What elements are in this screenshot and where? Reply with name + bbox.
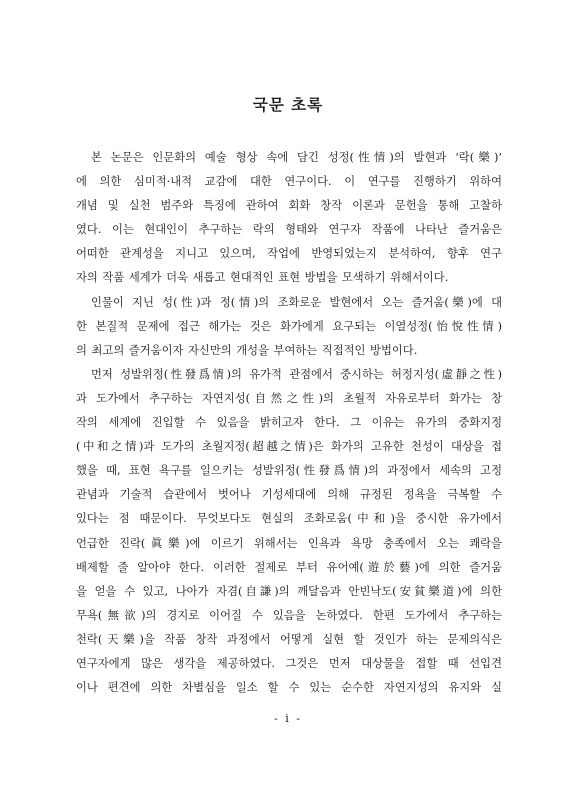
text-line: 의 최고의 즐거움이자 자신만의 개성을 부여하는 직접적인 방법이다. xyxy=(76,343,418,357)
text-line: 배제할 줄 알아야 한다. 이러한 절제로 부터 유어예(遊於藝)에 의한 즐거움 xyxy=(76,560,502,574)
text-line: 을 얻을 수 있고, 나아가 자겸(自謙)의 깨달음과 안빈낙도(安貧樂道)에 의한 xyxy=(76,584,502,598)
text-line: 작의 세계에 진입할 수 있음을 밝히고자 한다. 그 이유는 유가의 중화지정 xyxy=(76,416,502,430)
text-line: 과 도가에서 추구하는 자연지성(自然之性)의 초월적 자유로부터 화가는 창 xyxy=(76,391,502,405)
page-title: 국문 초록 xyxy=(252,96,324,114)
text-line: 천락(天樂)을 작품 창작 과정에서 어떻게 실현 할 것인가 하는 문제의식은 xyxy=(76,632,502,646)
text-line: 관념과 기술적 습관에서 벗어나 기성세대에 의해 규정된 정욕을 극복할 수 xyxy=(76,488,502,502)
abstract-body xyxy=(76,146,502,700)
text-line: 연구자에게 많은 생각을 제공하였다. 그것은 먼저 대상물을 접할 때 선입견 xyxy=(76,656,502,670)
text-line: 했을 때, 표현 욕구를 일으키는 성발위정(性發爲情)의 과정에서 세속의 고정 xyxy=(76,464,502,478)
text-line: (中和之情)과 도가의 초월지정(超越之情)은 화가의 고유한 천성이 대상을 접 xyxy=(76,440,502,454)
text-line: 무욕(無欲)의 경지로 이어질 수 있음을 논하였다. 한편 도가에서 추구하는 xyxy=(76,608,502,622)
text-line: 본 논문은 인문화의 예술 형상 속에 담긴 성정(性情)의 발현과 ‘락(樂)’ xyxy=(91,151,502,164)
text-line: 자의 작품 세계가 더욱 새롭고 현대적인 표현 방법을 모색하기 위해서이다. xyxy=(76,271,449,285)
text-line: 한 본질적 문제에 접근 해가는 것은 화가에게 요구되는 이열성정(怡悅性情) xyxy=(76,319,502,333)
text-line: 인물이 지닌 성(性)과 정(情)의 조화로운 발현에서 오는 즐거움(樂)에 대 xyxy=(91,295,502,309)
text-line: 에 의한 심미적·내적 교감에 대한 연구이다. 이 연구를 진행하기 위하여 xyxy=(76,175,502,189)
text-line: 언급한 진락(眞樂)에 이르기 위해서는 인욕과 욕망 충족에서 오는 쾌락을 xyxy=(76,536,502,550)
text-line: 개념 및 실천 범주와 특징에 관하여 회화 창작 이론과 문헌을 통해 고찰하 xyxy=(76,199,502,213)
text-line: 어떠한 관계성을 지니고 있으며, 작업에 반영되었는지 분석하여, 향후 연구 xyxy=(76,247,502,261)
page-number: - i - xyxy=(274,712,302,725)
text-line: 먼저 성발위정(性發爲情)의 유가적 관점에서 중시하는 허정지성(虛靜之性) xyxy=(91,367,502,381)
text-line: 이나 편견에 의한 차별심을 일소 할 수 있는 순수한 자연지성의 유지와 실 xyxy=(76,681,502,695)
text-line: 였다. 이는 현대인이 추구하는 락의 형태와 연구자 작품에 나타난 즐거움은 xyxy=(76,223,502,237)
text-line: 있다는 점 때문이다. 무엇보다도 현실의 조화로움(中和)을 중시한 유가에서 xyxy=(76,512,502,526)
